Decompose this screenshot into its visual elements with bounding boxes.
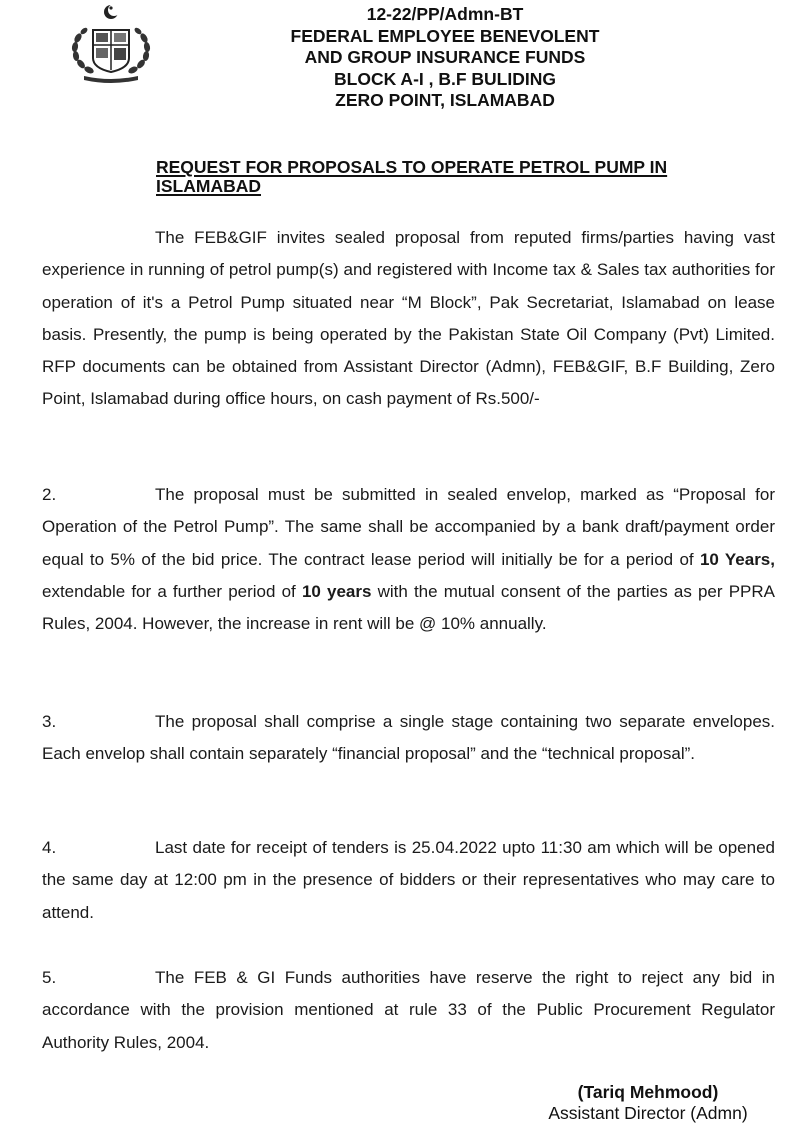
paragraph-2-text-c: with the mutual consent of the parties as per PPRA Rules, 2004. However, the increase in rent will be @ 10% annually. xyxy=(42,581,775,634)
title-line2: ISLAMABAD xyxy=(156,176,261,196)
state-emblem-icon xyxy=(64,2,158,88)
lease-period-initial: 10 Years, xyxy=(699,549,775,569)
reference-number: 12-22/PP/Admn-BT xyxy=(366,4,524,24)
paragraph-1-text: The FEB&GIF invites sealed proposal from reputed firms/parties having vast experience in running of petrol pump(s) and registered with Income tax & Sales tax authorities for operation of it's a Petrol Pump situated near “M Block”, Pak Secretariat, Islamabad on lease basis. Presently, the pump is being operated by the Pakistan State Oil Company (Pvt) Limited. RFP documents can be obtained from Assistant Director (Admn), FEB&GIF, B.F Building, Zero Point, Islamabad during office hours, on cash payment of Rs.500/- xyxy=(42,228,775,409)
paragraph-4-number: 4. xyxy=(42,838,57,857)
paragraph-2-number: 2. xyxy=(42,485,57,504)
signatory-designation: Assistant Director (Admn) xyxy=(548,1103,748,1123)
paragraph-3 xyxy=(42,706,775,771)
organization-name-line2: AND GROUP INSURANCE FUNDS xyxy=(304,47,586,67)
paragraph-1 xyxy=(42,222,775,416)
paragraph-5-text: The FEB & GI Funds authorities have reserve the right to reject any bid in accordance with the provision mentioned at rule 33 of the Public Procurement Regulator Authority Rules, 2004. xyxy=(42,968,775,1052)
signature-block xyxy=(533,1082,763,1124)
paragraph-2-text-a: The proposal must be submitted in sealed envelop, marked as “Proposal for Operation of the Petrol Pump”. The same shall be accompanied by a bank draft/payment order equal to 5% of the bid price. The contract lease period will initially be for a period of xyxy=(42,485,775,569)
signatory-name: (Tariq Mehmood) xyxy=(577,1082,719,1102)
paragraph-3-text: The proposal shall comprise a single stage containing two separate envelopes. Each envelop shall contain separately “financial proposal” and the “technical proposal”. xyxy=(42,712,775,764)
lease-period-extension: 10 years xyxy=(301,581,372,601)
paragraph-5 xyxy=(42,962,775,1059)
paragraph-3-number: 3. xyxy=(42,712,57,731)
document-title xyxy=(156,158,746,196)
paragraph-2-text-b: extendable for a further period of xyxy=(42,581,302,601)
paragraph-2 xyxy=(42,479,775,640)
address-line2: ZERO POINT, ISLAMABAD xyxy=(335,90,555,110)
paragraph-4 xyxy=(42,832,775,929)
paragraph-4-text: Last date for receipt of tenders is 25.04.2022 upto 11:30 am which will be opened the same day at 12:00 pm in the presence of bidders or their representatives who may care to attend. xyxy=(42,838,775,922)
paragraph-5-number: 5. xyxy=(42,968,57,987)
address-line1: BLOCK A-I , B.F BULIDING xyxy=(334,68,556,89)
letterhead xyxy=(270,4,620,112)
title-line1: REQUEST FOR PROPOSALS TO OPERATE PETROL PUMP IN xyxy=(156,157,668,177)
organization-name-line1: FEDERAL EMPLOYEE BENEVOLENT xyxy=(290,25,600,46)
